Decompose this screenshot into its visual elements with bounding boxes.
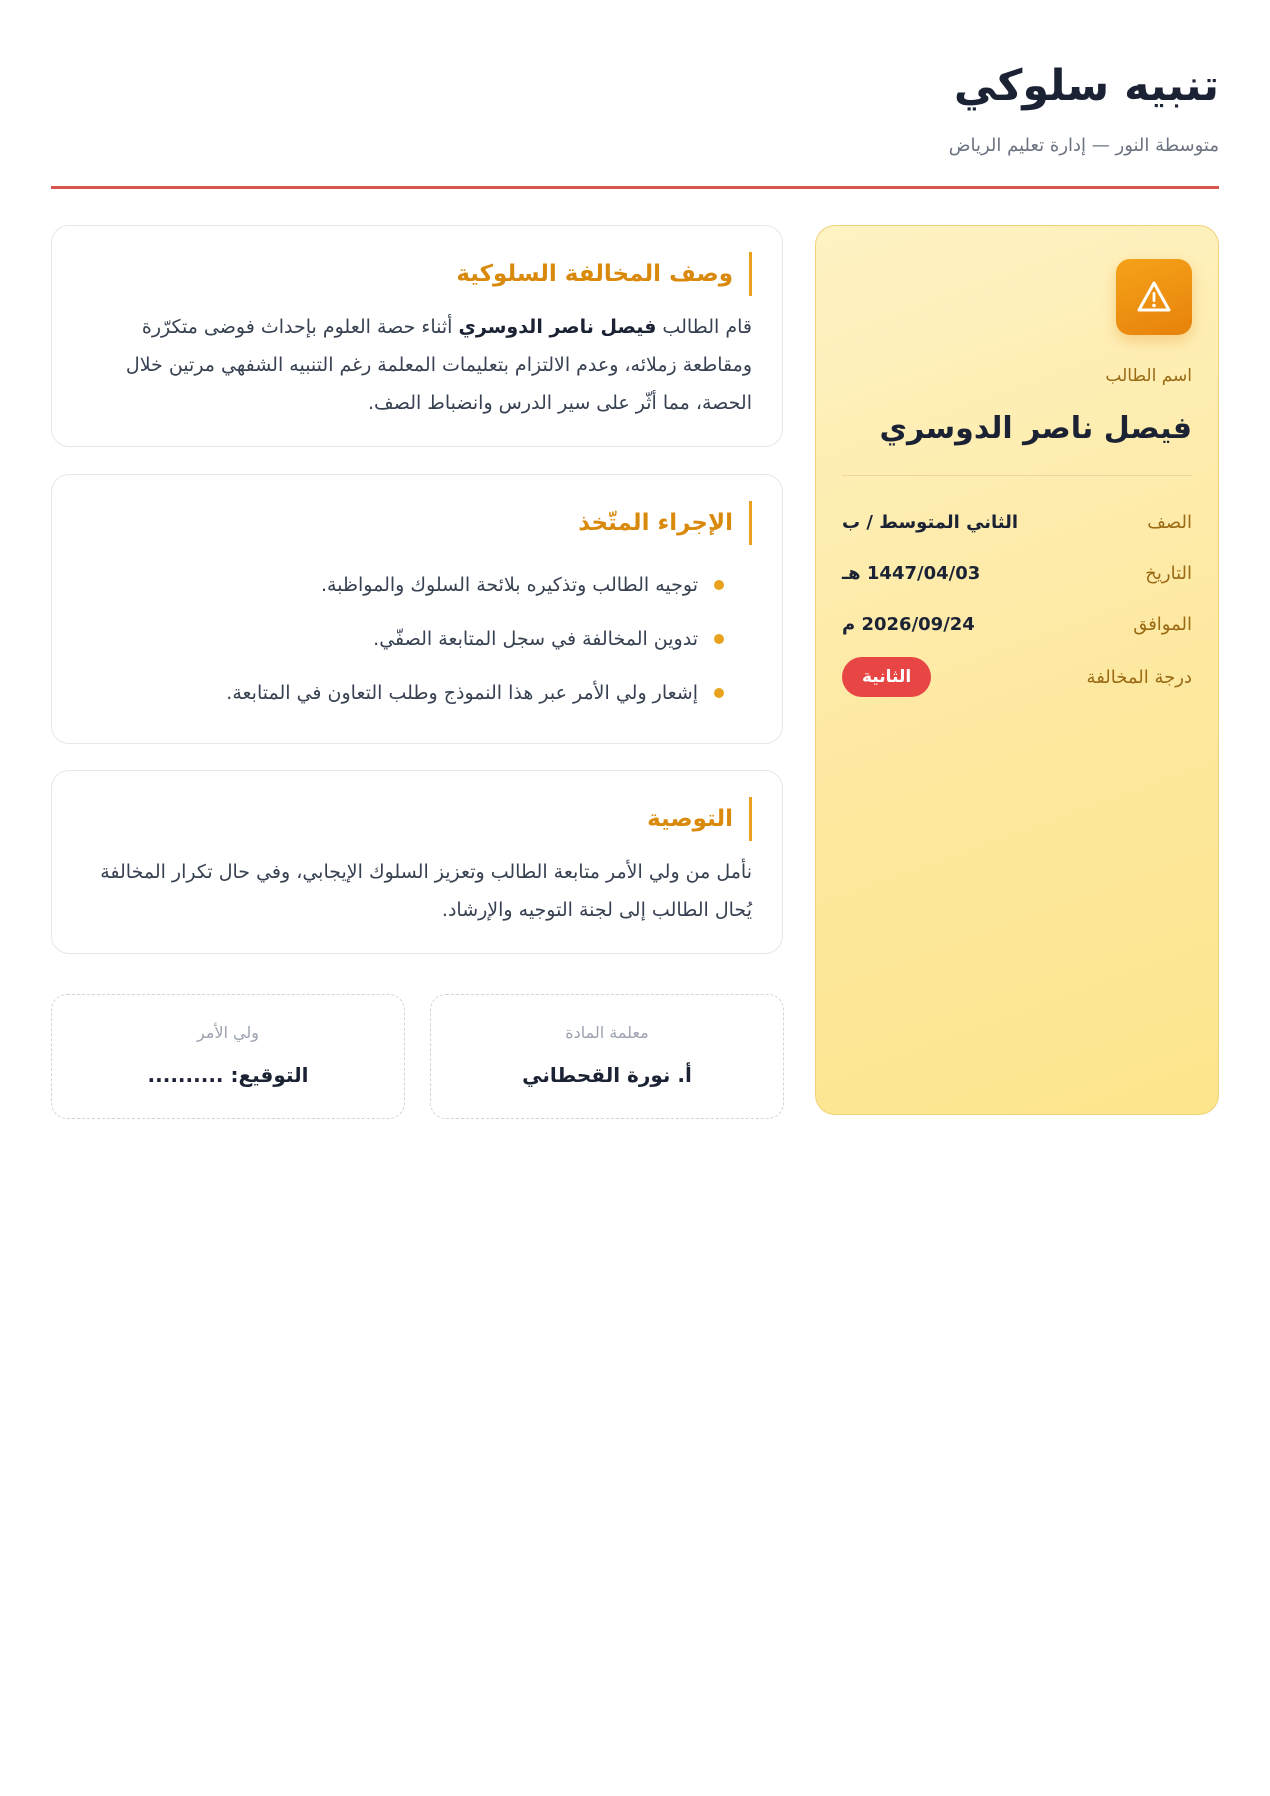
action-item-text: توجيه الطالب وتذكيره بلائحة السلوك والمواظبة.	[320, 574, 698, 596]
student-name-label: اسم الطالب	[1105, 366, 1192, 386]
warning-document	[51, 0, 1219, 1796]
bullet-dot-icon	[714, 580, 724, 590]
gregorian-date-value: 2026/09/24 م	[842, 614, 975, 635]
violation-title: وصف المخالفة السلوكية	[456, 252, 752, 296]
violation-text-start: قام الطالب	[656, 316, 752, 338]
action-item	[82, 678, 724, 708]
action-item	[82, 570, 724, 600]
info-row-hijri-date	[842, 559, 1192, 589]
warning-triangle-icon	[1116, 259, 1192, 335]
action-list	[82, 570, 724, 732]
recommendation-text: نأمل من ولي الأمر متابعة الطالب وتعزيز السلوك الإيجابي، وفي حال تكرار المخالفة يُحال الطالب إلى لجنة التوجيه والإرشاد.	[100, 861, 752, 921]
bullet-dot-icon	[714, 634, 724, 644]
card-divider	[842, 475, 1192, 476]
violation-student-name: فيصل ناصر الدوسري	[458, 316, 657, 338]
action-item	[82, 624, 724, 654]
header-divider	[51, 186, 1219, 189]
student-card	[815, 225, 1219, 1115]
bullet-dot-icon	[714, 688, 724, 698]
teacher-role: معلمة المادة	[565, 1023, 649, 1042]
guardian-role: ولي الأمر	[197, 1023, 259, 1042]
violation-text-end: أثناء حصة العلوم بإحداث فوضى متكرّرة ومقاطعة زملائه، وعدم الالتزام بتعليمات المعلمة رغم التنبيه الشفهي مرتين خلال الحصة، مما أثّر على سير الدرس وانضباط الصف.	[125, 316, 752, 414]
school-subtitle: متوسطة النور — إدارة تعليم الرياض	[948, 135, 1219, 156]
student-name: فيصل ناصر الدوسري	[879, 411, 1192, 446]
class-label: الصف	[1147, 512, 1192, 533]
hijri-date-label: التاريخ	[1145, 563, 1192, 584]
action-title: الإجراء المتّخذ	[578, 501, 752, 545]
recommendation-title: التوصية	[647, 797, 752, 841]
page-title: تنبيه سلوكي	[953, 61, 1219, 111]
action-item-text: تدوين المخالفة في سجل المتابعة الصفّي.	[373, 628, 698, 650]
recommendation-box	[51, 770, 783, 954]
document-header	[51, 56, 1219, 158]
action-item-text: إشعار ولي الأمر عبر هذا النموذج وطلب التعاون في المتابعة.	[226, 682, 698, 704]
hijri-date-value: 1447/04/03 هـ	[842, 563, 981, 584]
violation-box	[51, 225, 783, 447]
violation-grade-label: درجة المخالفة	[1086, 667, 1192, 688]
teacher-name: أ. نورة القحطاني	[522, 1063, 692, 1087]
info-row-class	[842, 508, 1192, 538]
violation-grade-badge: الثانية	[842, 657, 931, 697]
action-box	[51, 474, 783, 744]
teacher-signature-box	[430, 994, 784, 1119]
gregorian-date-label: الموافق	[1133, 614, 1192, 635]
guardian-signature-line: التوقيع: ..........	[147, 1063, 309, 1087]
guardian-signature-box	[51, 994, 405, 1119]
info-row-gregorian-date	[842, 610, 1192, 640]
info-row-grade	[842, 663, 1192, 693]
violation-text	[82, 308, 752, 422]
class-value: الثاني المتوسط / ب	[842, 512, 1019, 533]
